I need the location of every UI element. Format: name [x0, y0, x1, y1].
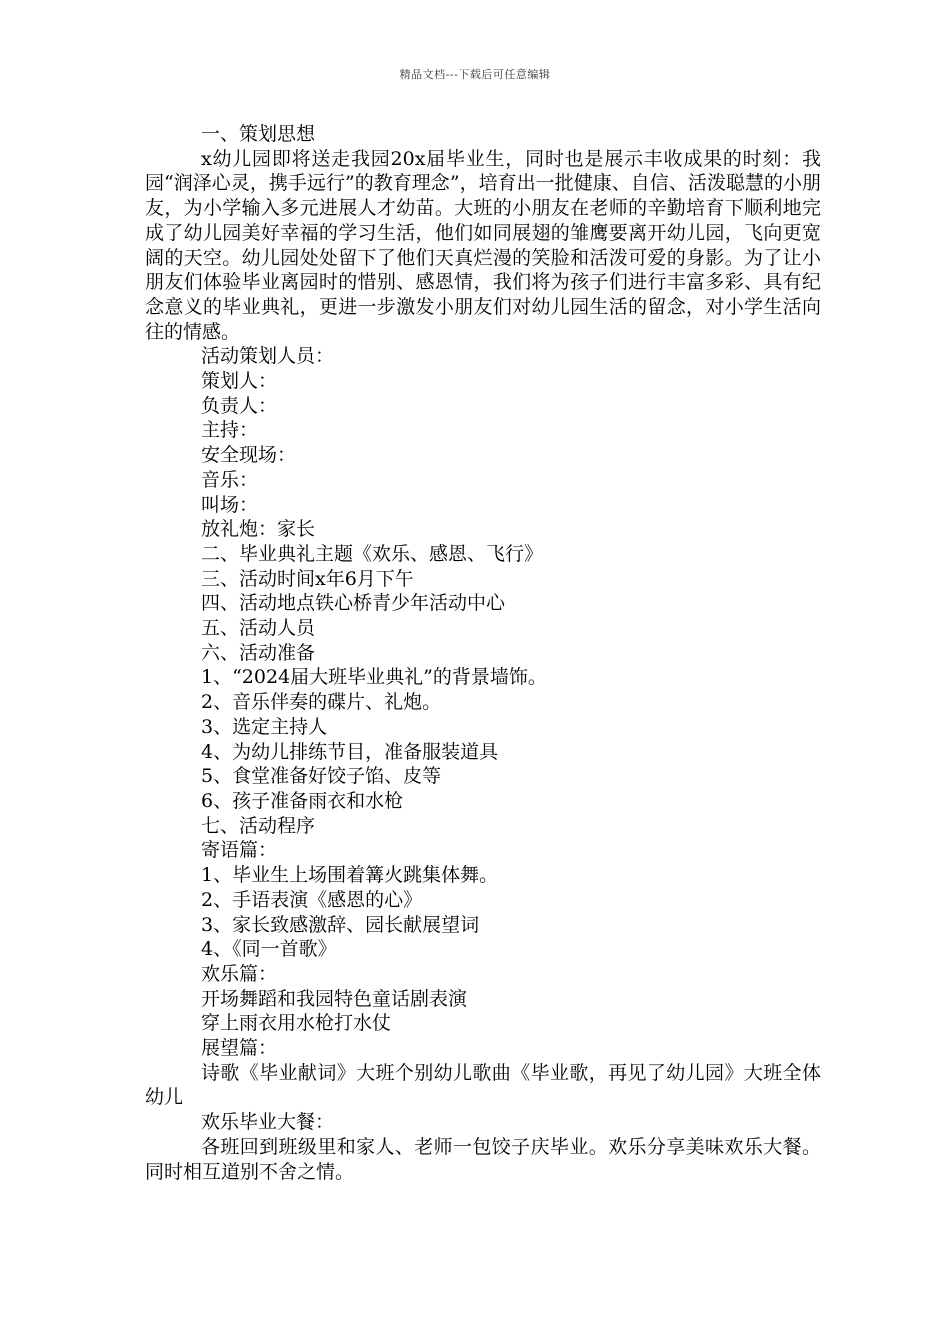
section-title-preparation: 六、活动准备 [201, 641, 316, 664]
section-title-time: 三、活动时间x年6月下午 [201, 567, 414, 590]
joy-heading: 欢乐篇： [201, 962, 278, 985]
outlook-paragraph: 诗歌《毕业献词》大班个别幼儿歌曲《毕业歌，再见了幼儿园》大班全体幼儿 [145, 1061, 821, 1109]
prep-item: 2、音乐伴奏的碟片、礼炮。 [201, 691, 442, 714]
document-body [145, 122, 821, 1184]
staff-item: 主持： [201, 419, 259, 442]
prep-item: 5、食堂准备好饺子馅、皮等 [201, 765, 442, 788]
outlook-heading: 展望篇： [201, 1037, 278, 1060]
message-heading: 寄语篇： [201, 839, 278, 862]
staff-item: 放礼炮：家长 [201, 518, 316, 541]
prep-item: 3、选定主持人 [201, 715, 328, 738]
section-title-participants: 五、活动人员 [201, 617, 316, 640]
message-item: 1、毕业生上场围着篝火跳集体舞。 [201, 864, 499, 887]
message-item: 3、家长致感激辞、园长献展望词 [201, 913, 480, 936]
staff-heading: 活动策划人员： [201, 345, 335, 368]
prep-item: 6、孩子准备雨衣和水枪 [201, 789, 404, 812]
joy-item: 开场舞蹈和我园特色童话剧表演 [201, 987, 468, 1010]
feast-paragraph: 各班回到班级里和家人、老师一包饺子庆毕业。欢乐分享美味欢乐大餐。同时相互道别不舍之情。 [145, 1135, 821, 1183]
staff-item: 策划人： [201, 370, 278, 393]
staff-item: 负责人： [201, 394, 278, 417]
message-item: 2、手语表演《感恩的心》 [201, 888, 423, 911]
joy-item: 穿上雨衣用水枪打水仗 [201, 1012, 392, 1035]
section-title-planning: 一、策划思想 [201, 123, 316, 145]
prep-item: 1、“2024届大班毕业典礼”的背景墙饰。 [201, 666, 547, 689]
section-title-location: 四、活动地点铁心桥青少年活动中心 [201, 592, 506, 615]
prep-item: 4、为幼儿排练节目，准备服装道具 [201, 740, 499, 763]
staff-item: 叫场： [201, 493, 259, 516]
message-item: 4、《同一首歌》 [201, 938, 337, 961]
section-title-theme: 二、毕业典礼主题《欢乐、感恩、飞行》 [201, 542, 544, 565]
page-header: 精品文档---下载后可任意编辑 [399, 68, 551, 81]
feast-heading: 欢乐毕业大餐： [201, 1111, 335, 1134]
staff-item: 音乐： [201, 468, 259, 491]
section-title-procedure: 七、活动程序 [201, 814, 316, 837]
intro-paragraph: x幼儿园即将送走我园20x届毕业生，同时也是展示丰收成果的时刻：我园“润泽心灵，携手远行”的教育理念”，培育出一批健康、自信、活泼聪慧的小朋友，为小学输入多元进展人才幼苗。大班的小朋友在老师的辛勤培育下顺利地完成了幼儿园美好幸福的学习生活，他们如同展翅的雏鹰要离开幼儿园，飞向更宽阔的天空。幼儿园处处留下了他们天真烂漫的笑脸和活泼可爱的身影。为了让小朋友们体验毕业离园时的惜别、感恩情，我们将为孩子们进行丰富多彩、具有纪念意义的毕业典礼，更进一步激发小朋友们对幼儿园生活的留念，对小学生活向往的情感。 [145, 147, 821, 343]
staff-item: 安全现场： [201, 444, 297, 467]
